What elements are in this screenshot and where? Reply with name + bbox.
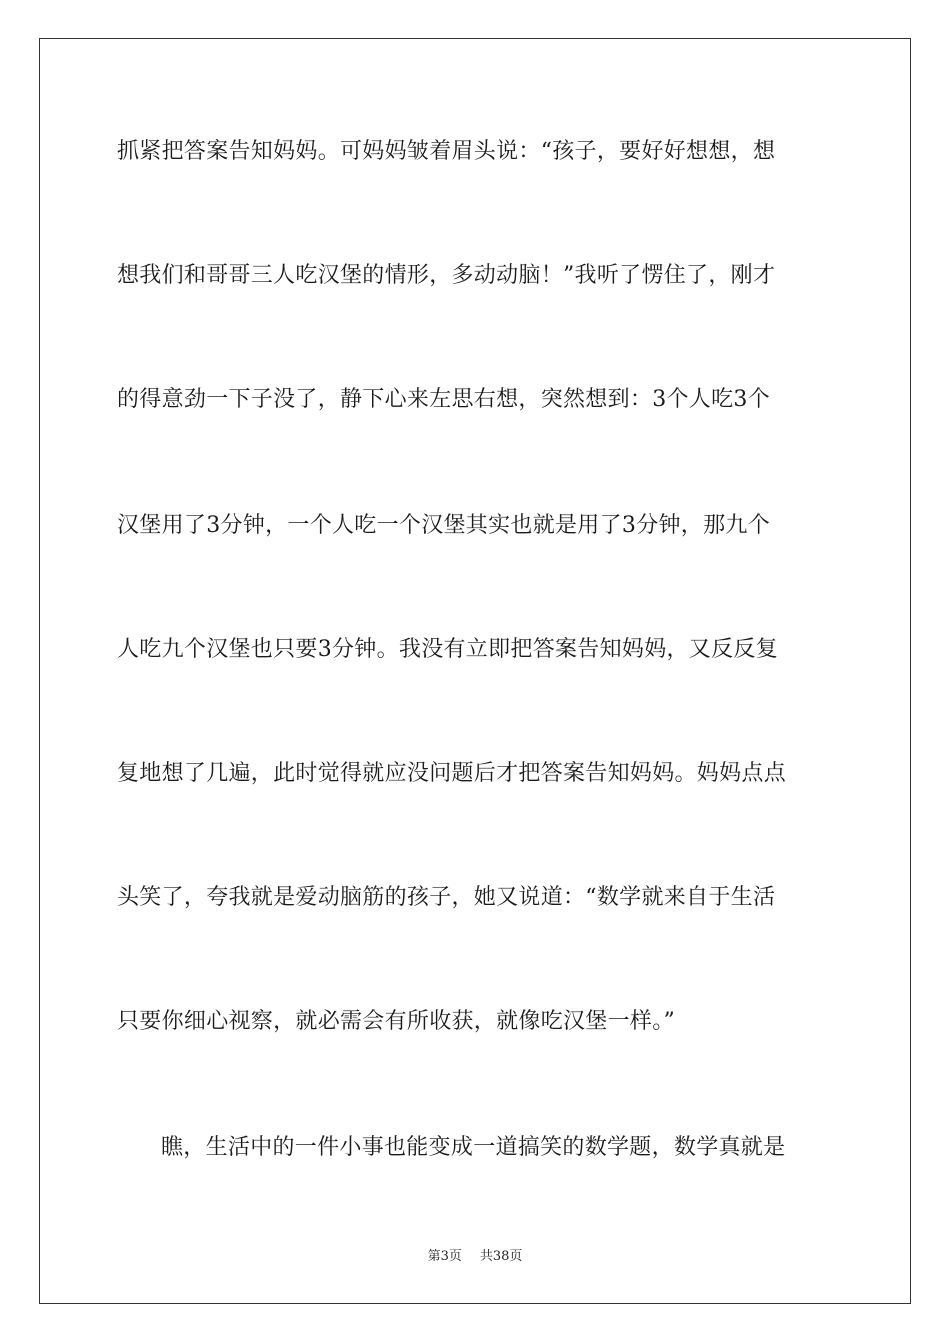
page-total: 共38页 xyxy=(479,1249,523,1264)
paragraph-line: 只要你细心视察，就必需会有所收获，就像吃汉堡一样。” xyxy=(117,1009,676,1034)
page-border xyxy=(39,38,911,1304)
page-number: 第3页 xyxy=(427,1249,462,1264)
paragraph-line: 人吃九个汉堡也只要3分钟。我没有立即把答案告知妈妈，又反反复 xyxy=(117,637,778,662)
paragraph-line: 头笑了，夸我就是爱动脑筋的孩子，她又说道：“数学就来自于生活 xyxy=(117,885,776,910)
paragraph-line: 复地想了几遍，此时觉得就应没问题后才把答案告知妈妈。妈妈点点 xyxy=(117,761,787,786)
paragraph-line: 抓紧把答案告知妈妈。可妈妈皱着眉头说：“孩子，要好好想想，想 xyxy=(117,139,776,164)
page-footer xyxy=(0,1248,950,1266)
paragraph-line: 的得意劲一下子没了，静下心来左思右想，突然想到：3个人吃3个 xyxy=(117,387,770,412)
paragraph-line: 汉堡用了3分钟，一个人吃一个汉堡其实也就是用了3分钟，那九个 xyxy=(117,513,770,538)
paragraph-line: 想我们和哥哥三人吃汉堡的情形，多动动脑！”我听了愣住了，刚才 xyxy=(117,263,776,288)
paragraph-line-indented: 瞧，生活中的一件小事也能变成一道搞笑的数学题，数学真就是 xyxy=(161,1135,786,1160)
